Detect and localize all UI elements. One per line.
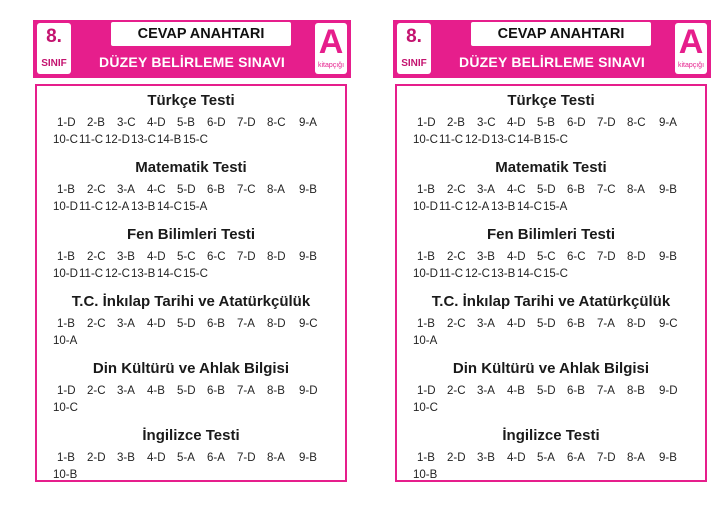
answer-item: 9-A [659,117,677,129]
grade-number: 8. [46,26,62,47]
test-section [397,427,705,484]
section-title: Matematik Testi [495,159,607,176]
answer-item: 14-B [517,134,542,146]
section-title: Türkçe Testi [147,92,235,109]
answer-item: 10-D [413,268,438,280]
answer-item: 8-D [267,251,286,263]
answer-item: 8-A [627,452,645,464]
answer-item: 6-A [207,452,225,464]
answer-item: 2-C [447,251,466,263]
answer-row [397,115,705,132]
test-section [37,360,345,417]
answer-item: 2-C [87,385,106,397]
answer-row [397,132,705,149]
answer-item: 14-C [157,201,182,213]
answer-item: 15-C [183,268,208,280]
answer-item: 7-D [597,452,616,464]
section-title: İngilizce Testi [502,427,600,444]
answer-item: 9-B [659,184,677,196]
answer-item: 10-C [413,402,438,414]
section-title: Din Kültürü ve Ahlak Bilgisi [452,360,650,377]
answer-item: 11-C [439,201,464,213]
answer-item: 7-C [237,184,256,196]
answer-item: 6-B [207,385,225,397]
answer-item: 13-C [491,134,516,146]
answer-item: 5-D [177,385,196,397]
card-header [33,20,351,78]
test-section [37,159,345,216]
answer-item: 7-A [597,385,615,397]
test-section [37,92,345,149]
answer-item: 11-C [79,201,104,213]
answer-item: 3-B [477,251,495,263]
answer-item: 4-D [147,452,166,464]
booklet-letter: A [318,23,344,61]
answer-item: 7-D [237,117,256,129]
answer-item: 9-B [659,251,677,263]
answer-item: 1-D [57,117,76,129]
answer-item: 12-D [465,134,490,146]
answer-item: 2-C [447,318,466,330]
answer-item: 1-B [57,452,75,464]
answer-item: 8-A [267,184,285,196]
grade-number: 8. [406,26,422,47]
answer-row [37,249,345,266]
answer-item: 9-B [299,452,317,464]
answer-row [37,333,345,350]
answer-item: 1-B [57,318,75,330]
answer-item: 12-D [105,134,130,146]
answer-row [37,199,345,216]
test-section [37,427,345,484]
answer-item: 2-C [87,184,106,196]
grade-label: SINIF [41,58,67,69]
answer-row [397,266,705,283]
answer-row [37,266,345,283]
test-section [397,226,705,283]
answer-item: 11-C [79,134,104,146]
answer-item: 6-D [567,117,586,129]
answer-item: 9-B [659,452,677,464]
card-subtitle: DÜZEY BELİRLEME SINAVI [459,54,645,70]
answer-item: 13-B [131,201,156,213]
answer-item: 4-D [507,251,526,263]
answer-item: 9-D [659,385,678,397]
answer-item: 1-D [57,385,76,397]
grade-label: SINIF [401,58,427,69]
section-title: Fen Bilimleri Testi [486,226,616,243]
card-title: CEVAP ANAHTARI [471,22,651,46]
answer-item: 8-A [627,184,645,196]
answer-item: 14-C [157,268,182,280]
answer-item: 3-C [477,117,496,129]
answer-item: 3-B [117,251,135,263]
answer-item: 2-B [447,117,465,129]
answer-item: 7-D [597,117,616,129]
answer-key-card-left [33,20,351,482]
answer-item: 15-C [543,134,568,146]
answer-item: 5-A [537,452,555,464]
answer-row [37,400,345,417]
answer-item: 4-B [507,385,525,397]
answer-item: 5-A [177,452,195,464]
answer-item: 3-B [117,452,135,464]
grade-badge [397,23,431,74]
answer-item: 5-D [537,385,556,397]
answer-item: 10-B [53,469,78,481]
booklet-badge [675,23,707,74]
answer-item: 8-D [627,318,646,330]
answer-item: 5-D [537,184,556,196]
answer-item: 8-D [267,318,286,330]
answer-item: 1-B [417,318,435,330]
answer-item: 5-D [177,318,196,330]
answer-item: 9-A [299,117,317,129]
answer-item: 7-A [237,385,255,397]
answer-item: 2-D [87,452,106,464]
answer-row [37,383,345,400]
answer-item: 14-B [157,134,182,146]
answer-item: 4-C [507,184,526,196]
answer-item: 4-D [147,318,166,330]
answer-row [37,182,345,199]
answer-row [397,400,705,417]
answer-item: 12-C [105,268,130,280]
answer-item: 6-C [567,251,586,263]
answer-item: 1-D [417,117,436,129]
answer-item: 8-C [267,117,286,129]
answer-row [37,115,345,132]
answer-item: 7-D [237,452,256,464]
answer-item: 7-D [237,251,256,263]
answer-item: 4-D [147,251,166,263]
answer-item: 3-C [117,117,136,129]
answer-item: 14-C [517,268,542,280]
answer-item: 5-D [177,184,196,196]
answer-item: 2-C [447,385,466,397]
answer-item: 10-C [53,402,78,414]
answer-item: 6-B [567,184,585,196]
answer-item: 15-C [183,134,208,146]
test-section [397,92,705,149]
grade-badge [37,23,71,74]
answer-item: 8-B [627,385,645,397]
answer-item: 9-B [299,251,317,263]
answer-item: 7-A [597,318,615,330]
answer-item: 15-C [543,268,568,280]
answer-item: 5-B [537,117,555,129]
answer-item: 10-A [413,335,438,347]
test-section [37,293,345,350]
answer-item: 4-D [507,117,526,129]
answer-item: 6-C [207,251,226,263]
answer-item: 1-D [417,385,436,397]
answer-item: 2-D [447,452,466,464]
answer-item: 10-A [53,335,78,347]
answer-item: 6-B [567,318,585,330]
answer-item: 10-C [413,134,438,146]
answer-row [37,316,345,333]
answer-item: 8-C [627,117,646,129]
answer-item: 1-B [57,184,75,196]
answer-key-body [35,84,347,482]
section-title: Din Kültürü ve Ahlak Bilgisi [92,360,290,377]
answer-item: 7-C [597,184,616,196]
test-section [397,159,705,216]
answer-item: 9-B [299,184,317,196]
answer-item: 5-D [537,318,556,330]
answer-item: 2-C [87,251,106,263]
section-title: T.C. İnkılap Tarihi ve Atatürkçülük [431,293,671,310]
answer-row [37,450,345,467]
booklet-label: kitapçığı [317,62,345,69]
booklet-letter: A [678,23,704,61]
answer-item: 1-B [417,452,435,464]
answer-item: 7-D [597,251,616,263]
answer-item: 6-D [207,117,226,129]
answer-item: 4-D [507,452,526,464]
answer-item: 12-A [105,201,130,213]
answer-row [397,450,705,467]
answer-item: 6-B [207,184,225,196]
test-section [397,293,705,350]
answer-item: 4-D [147,117,166,129]
answer-item: 4-D [507,318,526,330]
answer-row [37,132,345,149]
answer-item: 3-A [117,318,135,330]
answer-item: 9-C [299,318,318,330]
section-title: Türkçe Testi [507,92,595,109]
answer-item: 1-B [57,251,75,263]
answer-item: 3-A [117,385,135,397]
answer-item: 11-C [439,134,464,146]
card-header [393,20,711,78]
section-title: Matematik Testi [135,159,247,176]
answer-item: 3-B [477,452,495,464]
answer-item: 11-C [439,268,464,280]
answer-item: 1-B [417,251,435,263]
answer-item: 10-C [53,134,78,146]
test-section [397,360,705,417]
answer-item: 13-B [131,268,156,280]
card-subtitle: DÜZEY BELİRLEME SINAVI [99,54,285,70]
answer-item: 13-B [491,268,516,280]
section-title: İngilizce Testi [142,427,240,444]
answer-item: 8-A [267,452,285,464]
answer-item: 13-C [131,134,156,146]
answer-item: 2-C [447,184,466,196]
answer-item: 8-B [267,385,285,397]
answer-item: 3-A [477,184,495,196]
answer-row [397,383,705,400]
answer-item: 14-C [517,201,542,213]
answer-item: 6-A [567,452,585,464]
booklet-label: kitapçığı [677,62,705,69]
answer-item: 4-B [147,385,165,397]
answer-item: 5-B [177,117,195,129]
answer-item: 2-B [87,117,105,129]
answer-item: 1-B [417,184,435,196]
answer-item: 8-D [627,251,646,263]
answer-item: 13-B [491,201,516,213]
answer-key-body [395,84,707,482]
section-title: Fen Bilimleri Testi [126,226,256,243]
answer-item: 6-B [567,385,585,397]
test-section [37,226,345,283]
answer-item: 10-B [413,469,438,481]
answer-item: 5-C [177,251,196,263]
answer-item: 3-A [477,318,495,330]
answer-item: 12-C [465,268,490,280]
answer-key-card-right [393,20,711,482]
answer-row [397,316,705,333]
answer-item: 5-C [537,251,556,263]
answer-item: 3-A [117,184,135,196]
answer-item: 11-C [79,268,104,280]
answer-row [397,249,705,266]
answer-item: 12-A [465,201,490,213]
answer-item: 6-B [207,318,225,330]
booklet-badge [315,23,347,74]
answer-row [397,333,705,350]
answer-item: 2-C [87,318,106,330]
answer-row [397,199,705,216]
answer-row [37,467,345,484]
answer-item: 9-C [659,318,678,330]
answer-item: 7-A [237,318,255,330]
card-title: CEVAP ANAHTARI [111,22,291,46]
answer-item: 10-D [413,201,438,213]
answer-item: 3-A [477,385,495,397]
answer-item: 10-D [53,201,78,213]
answer-item: 10-D [53,268,78,280]
answer-row [397,467,705,484]
answer-item: 15-A [183,201,208,213]
answer-item: 9-D [299,385,318,397]
section-title: T.C. İnkılap Tarihi ve Atatürkçülük [71,293,311,310]
answer-item: 15-A [543,201,568,213]
answer-item: 4-C [147,184,166,196]
answer-row [397,182,705,199]
